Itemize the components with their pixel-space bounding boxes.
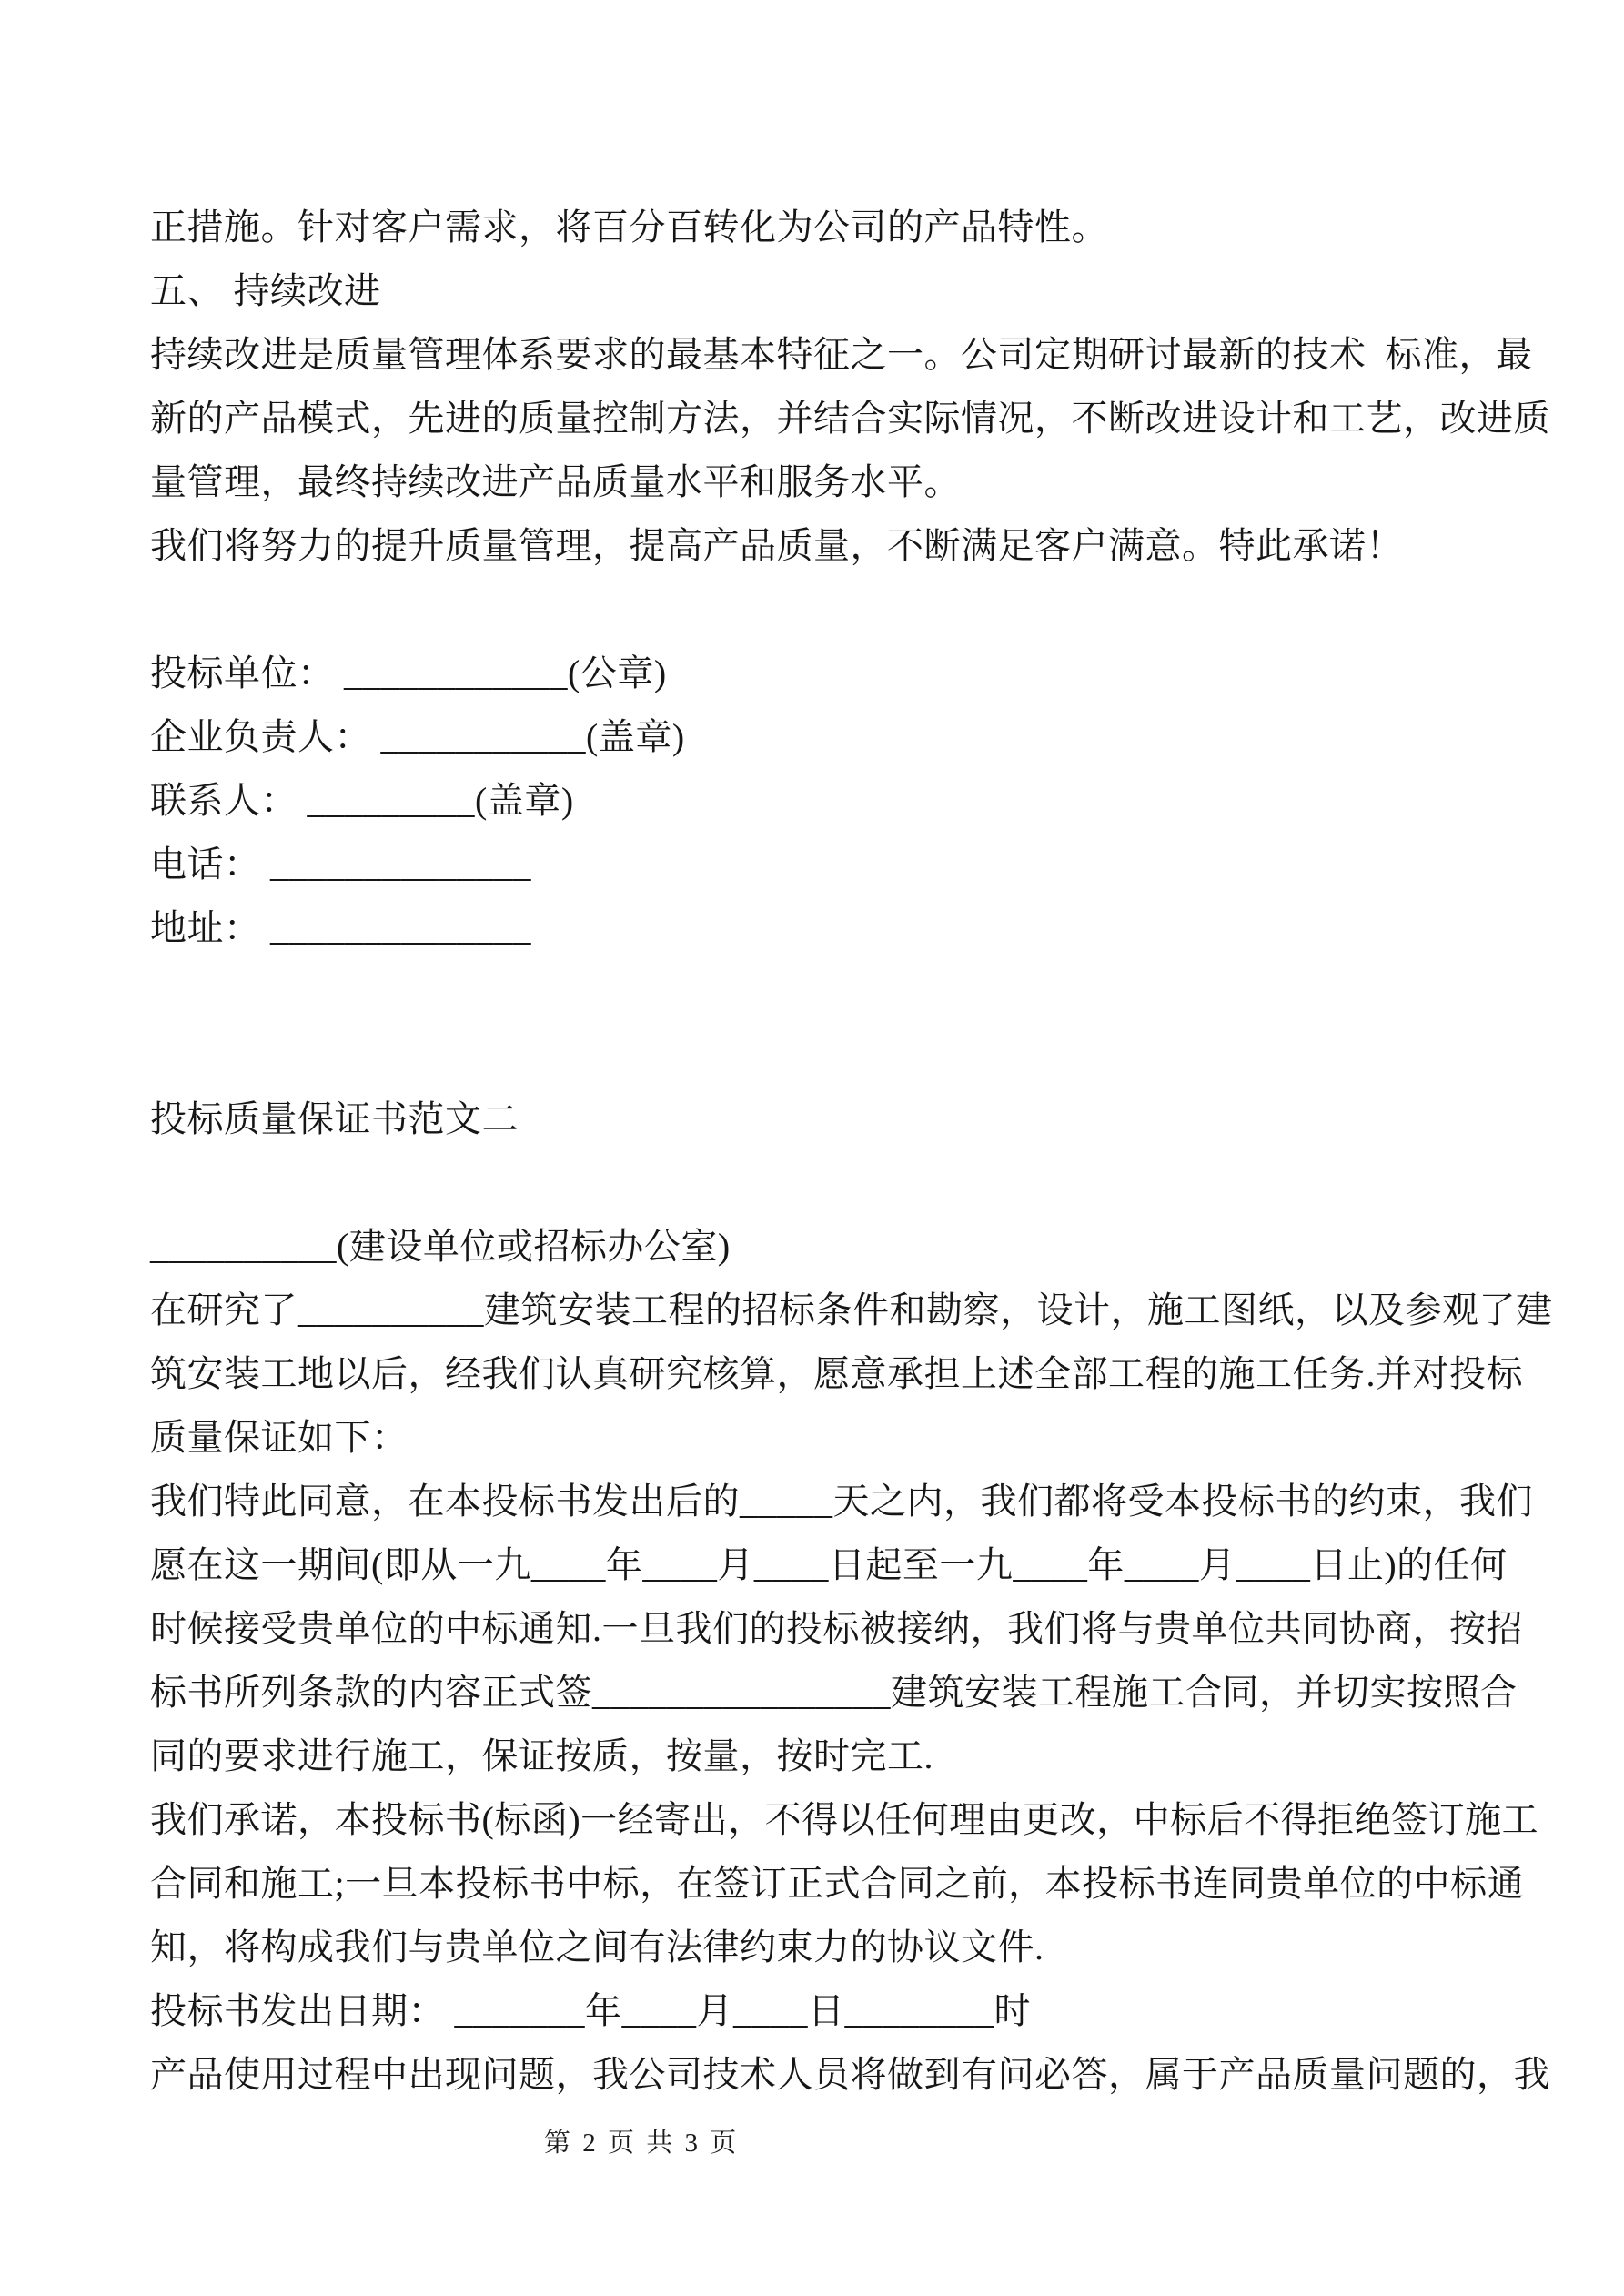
body-line: 我们承诺，本投标书(标函)一经寄出，不得以任何理由更改，中标后不得拒绝签订施工 bbox=[150, 1799, 1539, 1840]
body-line: 量管理，最终持续改进产品质量水平和服务水平。 bbox=[150, 461, 961, 502]
body-line: 合同和施工;一旦本投标书中标，在签订正式合同之前，本投标书连同贵单位的中标通 bbox=[150, 1863, 1525, 1904]
body-line: 持续改进是质量管理体系要求的最基本特征之一。公司定期研讨最新的技术 标准，最 bbox=[150, 334, 1533, 375]
body-line: 同的要求进行施工，保证按质，按量，按时完工. bbox=[150, 1735, 933, 1776]
section-heading-5: 五、 持续改进 bbox=[150, 270, 381, 311]
form-line-issue-date: 投标书发出日期： _______年____月____日________时 bbox=[150, 1990, 1031, 2031]
blank-line bbox=[150, 1151, 1542, 1215]
body-line: 标书所列条款的内容正式签________________建筑安装工程施工合同，并切实按照合 bbox=[150, 1672, 1518, 1713]
body-line: 产品使用过程中出现问题，我公司技术人员将做到有问必答，属于产品质量问题的，我 bbox=[150, 2054, 1550, 2095]
form-line-responsible-person: 企业负责人： ___________(盖章) bbox=[150, 716, 685, 757]
body-line: 质量保证如下： bbox=[150, 1417, 409, 1458]
form-line-phone: 电话： ______________ bbox=[150, 844, 531, 885]
document2-title: 投标质量保证书范文二 bbox=[150, 1098, 519, 1139]
form-line-bid-unit: 投标单位： ____________(公章) bbox=[150, 652, 667, 693]
form-line-addressee: __________(建设单位或招标办公室) bbox=[150, 1226, 731, 1267]
body-line: 正措施。针对客户需求，将百分百转化为公司的产品特性。 bbox=[150, 207, 1108, 248]
form-line-contact-person: 联系人： _________(盖章) bbox=[150, 780, 574, 821]
form-line-address: 地址： ______________ bbox=[150, 907, 531, 948]
body-line: 筑安装工地以后，经我们认真研究核算，愿意承担上述全部工程的施工任务.并对投标 bbox=[150, 1353, 1523, 1394]
document-body bbox=[150, 196, 1553, 2107]
blank-line bbox=[150, 960, 1542, 1024]
body-line: 在研究了__________建筑安装工程的招标条件和勘察，设计，施工图纸，以及参观了建 bbox=[150, 1290, 1553, 1330]
blank-line bbox=[150, 578, 1542, 642]
body-line: 我们将努力的提升质量管理，提高产品质量，不断满足客户满意。特此承诺！ bbox=[150, 525, 1403, 566]
body-line: 新的产品模式，先进的质量控制方法，并结合实际情况，不断改进设计和工艺，改进质 bbox=[150, 398, 1550, 439]
blank-line bbox=[150, 1024, 1542, 1087]
body-line: 我们特此同意，在本投标书发出后的_____天之内，我们都将受本投标书的约束，我们 bbox=[150, 1481, 1533, 1522]
page-footer: 第 2 页 共 3 页 bbox=[544, 2129, 740, 2158]
body-line: 时候接受贵单位的中标通知.一旦我们的投标被接纳，我们将与贵单位共同协商，按招 bbox=[150, 1608, 1523, 1649]
body-line: 愿在这一期间(即从一九____年____月____日起至一九____年____月____日止)的任何 bbox=[150, 1544, 1508, 1585]
body-line: 知，将构成我们与贵单位之间有法律约束力的协议文件. bbox=[150, 1927, 1044, 1967]
